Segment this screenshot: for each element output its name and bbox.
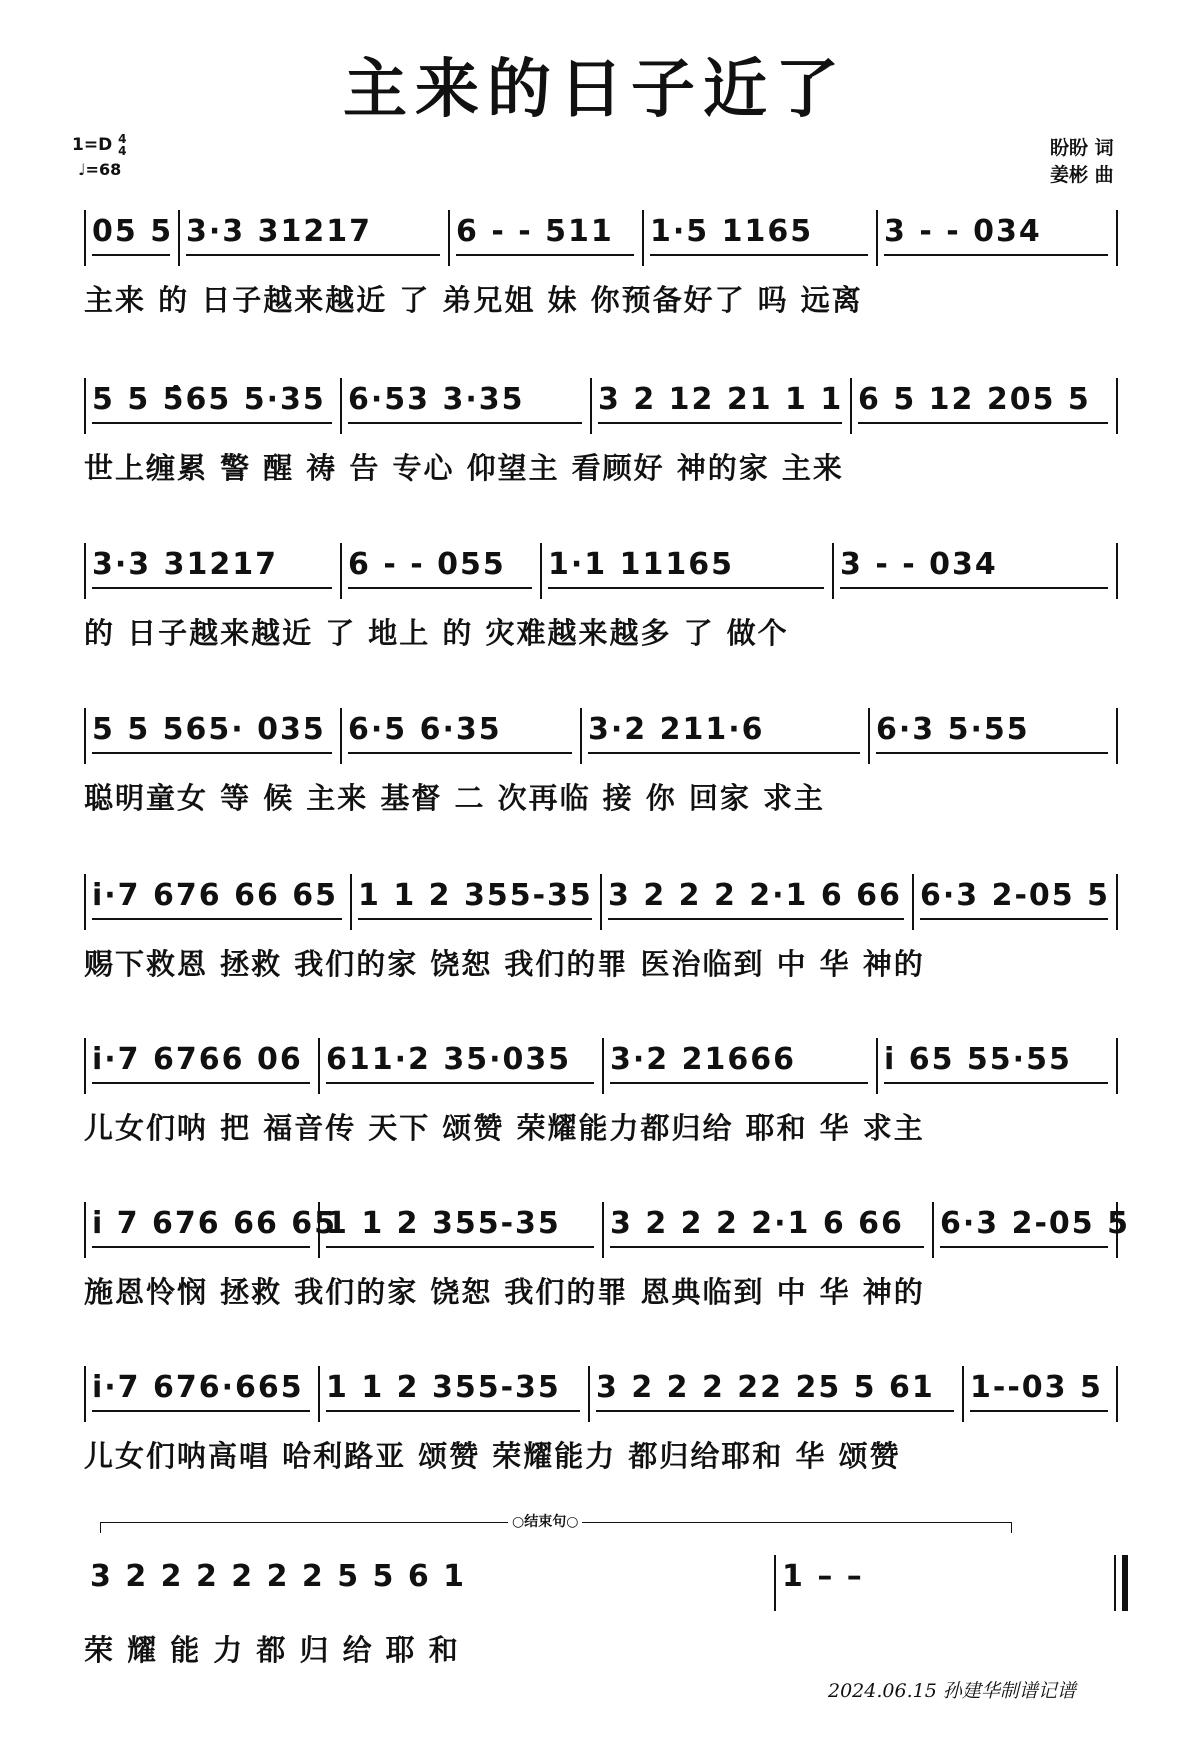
beam-underline [548,587,824,589]
measure-notes: 3 - - 034 [884,214,1042,249]
measure-notes: 6·3 2-05 5 [940,1206,1130,1241]
beam-underline [92,752,332,754]
measure [590,1366,964,1422]
measure-notes: 1--03 5 [970,1370,1103,1405]
measure [320,1038,604,1094]
measure-notes: 6·3 2-05 5 [920,878,1110,913]
beam-underline [92,1082,310,1084]
measure [320,1202,604,1258]
beam-underline [610,1246,924,1248]
ending-label: ○结束句○ [508,1511,582,1531]
measure-group [84,1366,1118,1422]
beam-underline [840,587,1108,589]
measure-notes: 1 1 2 355-35 [358,878,593,913]
key-text: 1=D [72,135,113,155]
measure [542,543,834,599]
measure-notes: 3 2 12 21 1 1 [598,382,844,417]
composer-credit: 姜彬 曲 [1050,164,1114,186]
measure-notes: 3·2 211·6 [588,712,765,747]
measure [450,210,644,266]
measure-group [84,378,1118,434]
measure [342,708,582,764]
measure-group [84,1038,1118,1094]
measure-group [84,874,1118,930]
lyric-line: 儿女们呐高唱 哈利路亚 颂赞 荣耀能力 都归给耶和 华 颂赞 [84,1439,901,1473]
lyricist-credit: 盼盼 词 [1050,137,1114,159]
measure-notes: 05 5 [92,214,174,249]
measure-notes: 5 5 565· 035 [92,712,326,747]
measure [84,210,180,266]
beam-underline [186,254,440,256]
ending-bar-1 [84,1555,774,1611]
measure-notes: i·7 6766 06 [92,1042,303,1077]
beam-underline [588,752,860,754]
measure-notes: 1 1 2 355-35 [326,1206,561,1241]
measure-notes: 6·5 6·35 [348,712,502,747]
time-signature [118,133,126,157]
measure-notes: 6·53 3·35 [348,382,525,417]
measure-notes: 6 - - 511 [456,214,614,249]
lyric-line: 的 日子越来越近 了 地上 的 灾难越来越多 了 做个 [84,616,789,650]
beam-underline [920,918,1108,920]
time-sig-top: 4 [118,132,127,146]
measure [180,210,450,266]
beam-underline [326,1246,594,1248]
measure [934,1202,1130,1258]
lyric-line: 赐下救恩 拯救 我们的家 饶恕 我们的罪 医治临到 中 华 神的 [84,947,925,981]
lyric-line: 主来 的 日子越来越近 了 弟兄姐 妹 你预备好了 吗 远离 [84,283,863,317]
beam-underline [456,254,634,256]
beam-underline [92,918,342,920]
measure [84,1366,320,1422]
measure-notes: i 65 55·55 [884,1042,1072,1077]
measure [604,1202,934,1258]
measure-notes: 3·2 21666 [610,1042,796,1077]
beam-underline [358,918,592,920]
measure [870,708,1118,764]
beam-underline [92,422,332,424]
measure-notes: i 7 676 66 65 [92,1206,338,1241]
measure [582,708,870,764]
measure-notes: i·7 676 66 65 [92,878,339,913]
lyric-line: 聪明童女 等 候 主来 基督 二 次再临 接 你 回家 求主 [84,781,825,815]
measure [84,378,342,434]
beam-underline [92,1410,310,1412]
lyric-line: 施恩怜悯 拯救 我们的家 饶恕 我们的罪 恩典临到 中 华 神的 [84,1275,925,1309]
measure [878,210,1118,266]
measure [84,1038,320,1094]
beam-underline [348,587,532,589]
measure [342,378,592,434]
measure-group [84,543,1118,599]
final-barline [1114,1555,1128,1611]
measure-notes: 3 2 2 2 22 25 5 61 [596,1370,935,1405]
measure-group [84,708,1118,764]
measure-notes: 3 2 2 2 2·1 6 66 [608,878,902,913]
measure [602,874,914,930]
measure [592,378,852,434]
time-sig-bottom: 4 [118,144,127,158]
measure [352,874,602,930]
measure-notes: 6 5 12 205 5 [858,382,1091,417]
beam-underline [970,1410,1108,1412]
ending-bars [84,1555,1114,1611]
lyric-line: 儿女们呐 把 福音传 天下 颂赞 荣耀能力都归给 耶和 华 求主 [84,1111,925,1145]
song-title: 主来的日子近了 [343,53,847,127]
measure [84,1202,338,1258]
key-signature [72,133,126,157]
measure [84,708,342,764]
measure-notes: 1·5 1165 [650,214,814,249]
measure [878,1038,1118,1094]
beam-underline [92,587,332,589]
measure [320,1366,590,1422]
beam-underline [608,918,904,920]
measure-notes: 1·1 11165 [548,547,734,582]
lyric-line: 世上缠累 警 醒 祷 告 专心 仰望主 看顾好 神的家 主来 [84,451,844,485]
measure-notes: i·7 676·665 [92,1370,304,1405]
beam-underline [326,1082,594,1084]
beam-underline [940,1246,1108,1248]
beam-underline [884,1082,1108,1084]
ending-notes-2: 1 – – [782,1559,864,1594]
measure [852,378,1118,434]
beam-underline [876,752,1108,754]
beam-underline [610,1082,868,1084]
measure-group [84,1202,1130,1258]
measure [342,543,542,599]
measure-group [84,210,1118,266]
measure-notes: 5 5 5̂65 5·35 [92,382,326,417]
measure-notes: 3·3 31217 [92,547,278,582]
beam-underline [348,752,572,754]
measure [914,874,1118,930]
beam-underline [92,254,170,256]
beam-underline [858,422,1108,424]
measure-notes: 3·3 31217 [186,214,372,249]
footer-credit: 2024.06.15 孙建华制谱记谱 [828,1680,1076,1702]
ending-notes-1: 3 2 2 2 2 2 2 5 5 6 1 [90,1559,467,1594]
measure-notes: 1 1 2 355-35 [326,1370,561,1405]
measure-notes: 3 2 2 2 2·1 6 66 [610,1206,904,1241]
beam-underline [92,1246,310,1248]
measure [834,543,1118,599]
beam-underline [326,1410,580,1412]
measure [644,210,878,266]
measure [604,1038,878,1094]
measure-notes: 3 - - 034 [840,547,998,582]
measure [84,874,352,930]
beam-underline [884,254,1108,256]
measure [964,1366,1118,1422]
beam-underline [596,1410,954,1412]
ending-bar-2 [774,1555,1114,1611]
measure-notes: 611·2 35·035 [326,1042,572,1077]
beam-underline [348,422,582,424]
tempo-marking: ♩=68 [78,160,122,179]
measure-notes: 6 - - 055 [348,547,506,582]
measure-notes: 6·3 5·55 [876,712,1030,747]
beam-underline [650,254,868,256]
ending-lyric: 荣 耀 能 力 都 归 给 耶 和 [84,1633,460,1667]
measure [84,543,342,599]
beam-underline [598,422,842,424]
